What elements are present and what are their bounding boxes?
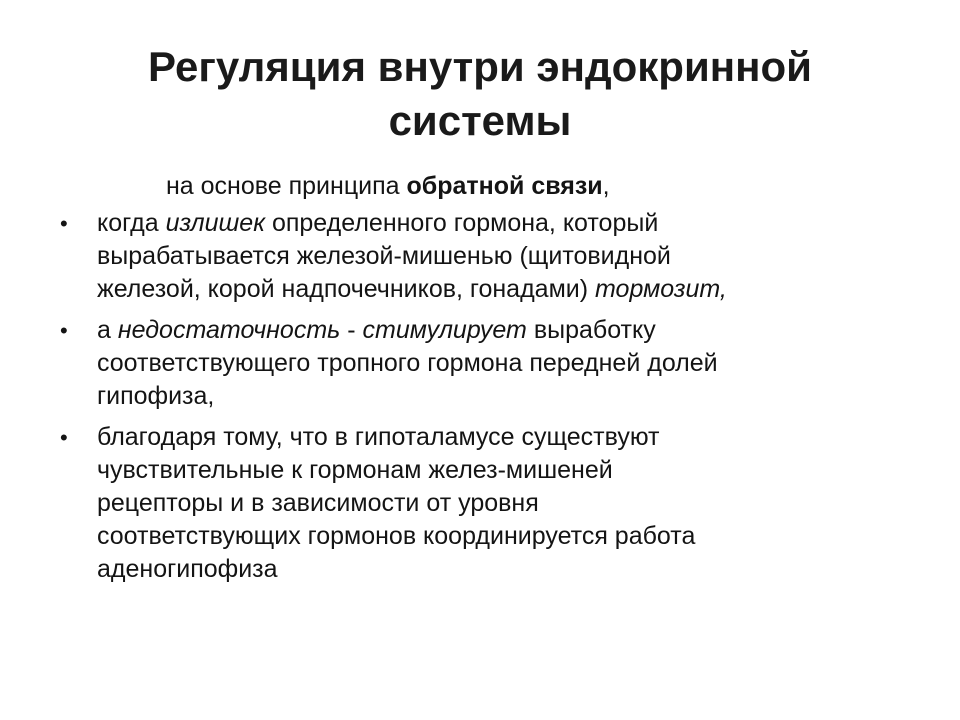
intro-bold-term: обратной связи bbox=[406, 172, 603, 200]
bullet-item-1 bbox=[60, 207, 920, 306]
bullet-item-2 bbox=[60, 314, 920, 413]
bullet-1-line-1 bbox=[97, 207, 920, 240]
text-span: определенного гормона, который bbox=[265, 209, 659, 237]
italic-term: стимулирует bbox=[362, 316, 527, 344]
bullet-2-line-3: гипофиза, bbox=[97, 382, 215, 410]
title-line-2: системы bbox=[388, 97, 572, 144]
bullet-3-line-1: благодаря тому, что в гипоталамусе существуют bbox=[97, 423, 660, 451]
intro-before: на основе принципа bbox=[166, 172, 407, 200]
text-span: - bbox=[340, 316, 363, 344]
intro-after: , bbox=[602, 172, 610, 200]
intro-text bbox=[166, 170, 920, 203]
bullet-1-line-3 bbox=[97, 273, 920, 306]
slide-title bbox=[60, 40, 900, 148]
text-span: а bbox=[97, 316, 118, 344]
italic-term: излишек bbox=[165, 209, 266, 237]
bullet-3-line-2: чувствительные к гормонам желез-мишеней bbox=[97, 456, 613, 484]
bullet-3-line-3: рецепторы и в зависимости от уровня bbox=[97, 489, 539, 517]
italic-term: недостаточность bbox=[117, 316, 341, 344]
bullet-2-line-1 bbox=[97, 314, 920, 347]
text-span: когда bbox=[97, 209, 166, 237]
bullet-item-3 bbox=[60, 421, 920, 586]
bullet-marker: • bbox=[60, 425, 68, 450]
slide-body bbox=[60, 170, 920, 594]
bullet-2-line-2: соответствующего тропного гормона передней долей bbox=[97, 349, 718, 377]
bullet-3-line-4: соответствующих гормонов координируется работа bbox=[97, 522, 696, 550]
text-span: железой, корой надпочечников, гонадами) bbox=[97, 275, 595, 303]
bullet-1-line-2: вырабатывается железой-мишенью (щитовидной bbox=[97, 242, 671, 270]
bullet-marker: • bbox=[60, 211, 68, 236]
text-span: выработку bbox=[526, 316, 656, 344]
bullet-marker: • bbox=[60, 318, 68, 343]
italic-term: тормозит, bbox=[595, 275, 727, 303]
title-line-1: Регуляция внутри эндокринной bbox=[148, 43, 812, 90]
bullet-3-line-5: аденогипофиза bbox=[97, 555, 278, 583]
